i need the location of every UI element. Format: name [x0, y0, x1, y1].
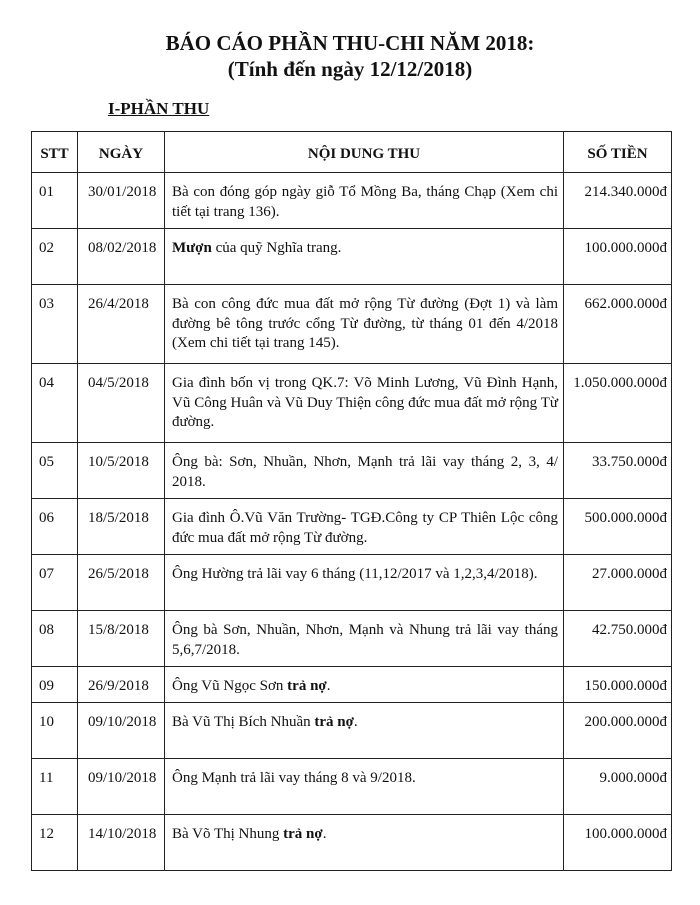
row-stt: 10	[32, 703, 78, 759]
row-date: 15/8/2018	[78, 611, 165, 667]
row-content-text: Gia đình Ô.Vũ Văn Trường- TGĐ.Công ty CP Thiên Lộc công đức mua đất mở rộng Từ đường.	[172, 510, 558, 546]
row-stt: 11	[32, 759, 78, 815]
row-date: 08/02/2018	[78, 229, 165, 285]
row-content-bold: Mượn	[172, 240, 212, 256]
row-stt: 09	[32, 667, 78, 703]
row-content	[165, 759, 564, 815]
row-content-bold: trả nợ	[314, 714, 354, 730]
table-row	[32, 555, 672, 611]
row-content	[165, 364, 564, 443]
row-amount: 42.750.000đ	[564, 611, 672, 667]
row-amount: 9.000.000đ	[564, 759, 672, 815]
row-content	[165, 443, 564, 499]
table-header-row	[32, 132, 672, 173]
row-stt: 06	[32, 499, 78, 555]
row-content-text: Ông bà: Sơn, Nhuần, Nhơn, Mạnh trả lãi vay tháng 2, 3, 4/ 2018.	[172, 454, 558, 490]
row-content-text: Bà con đóng góp ngày giỗ Tổ Mồng Ba, tháng Chạp (Xem chi tiết tại trang 136).	[172, 184, 558, 220]
row-content-text-end: .	[326, 678, 331, 694]
report-title: BÁO CÁO PHẦN THU-CHI NĂM 2018:	[165, 31, 535, 55]
table-row	[32, 229, 672, 285]
row-stt: 12	[32, 815, 78, 871]
row-date: 18/5/2018	[78, 499, 165, 555]
row-content	[165, 285, 564, 364]
row-amount: 200.000.000đ	[564, 703, 672, 759]
row-stt: 07	[32, 555, 78, 611]
row-content-text: Ông Vũ Ngọc Sơn	[172, 678, 288, 694]
table-row	[32, 759, 672, 815]
row-amount: 1.050.000.000đ	[564, 364, 672, 443]
row-date: 10/5/2018	[78, 443, 165, 499]
row-content-bold: trả nợ	[287, 678, 327, 694]
row-content-text: Gia đình bốn vị trong QK.7: Võ Minh Lương, Vũ Đình Hạnh, Vũ Công Huân và Vũ Duy Thiện công đức mua đất mở rộng Từ đường.	[172, 375, 558, 430]
table-row	[32, 703, 672, 759]
table-row	[32, 364, 672, 443]
row-content	[165, 499, 564, 555]
row-content	[165, 815, 564, 871]
table-row	[32, 443, 672, 499]
row-amount: 100.000.000đ	[564, 229, 672, 285]
row-content	[165, 667, 564, 703]
table-row	[32, 611, 672, 667]
row-date: 04/5/2018	[78, 364, 165, 443]
row-content-text: Ông Hường trả lãi vay 6 tháng (11,12/2017 và 1,2,3,4/2018).	[172, 566, 538, 582]
table-row	[32, 285, 672, 364]
row-date: 30/01/2018	[78, 173, 165, 229]
table-row	[32, 667, 672, 703]
row-amount: 100.000.000đ	[564, 815, 672, 871]
row-content-text-end: .	[353, 714, 358, 730]
row-date: 09/10/2018	[78, 759, 165, 815]
header-day: NGÀY	[78, 132, 165, 173]
row-content	[165, 555, 564, 611]
row-stt: 01	[32, 173, 78, 229]
row-content-text: Ông Mạnh trả lãi vay tháng 8 và 9/2018.	[172, 770, 416, 786]
row-date: 26/4/2018	[78, 285, 165, 364]
row-amount: 27.000.000đ	[564, 555, 672, 611]
row-stt: 08	[32, 611, 78, 667]
row-stt: 03	[32, 285, 78, 364]
row-content-text: Bà con công đức mua đất mở rộng Từ đường (Đợt 1) và làm đường bê tông trước cổng Từ đường, từ tháng 01 đến 4/2018 (Xem chi tiết tại trang 145).	[172, 296, 558, 351]
row-amount: 662.000.000đ	[564, 285, 672, 364]
row-content	[165, 173, 564, 229]
row-content	[165, 229, 564, 285]
report-subtitle: (Tính đến ngày 12/12/2018)	[227, 57, 473, 81]
row-stt: 02	[32, 229, 78, 285]
header-amount: SỐ TIỀN	[564, 132, 672, 173]
row-amount: 150.000.000đ	[564, 667, 672, 703]
row-content-bold: trả nợ	[283, 826, 323, 842]
row-date: 09/10/2018	[78, 703, 165, 759]
section-heading: I-PHẦN THU	[108, 99, 210, 118]
row-content-text: Bà Vũ Thị Bích Nhuần	[172, 714, 315, 730]
table-row	[32, 815, 672, 871]
row-date: 26/9/2018	[78, 667, 165, 703]
table-row	[32, 499, 672, 555]
income-table	[31, 131, 672, 871]
row-content	[165, 703, 564, 759]
row-amount: 33.750.000đ	[564, 443, 672, 499]
row-amount: 214.340.000đ	[564, 173, 672, 229]
row-content	[165, 611, 564, 667]
row-content-text-end: .	[322, 826, 327, 842]
row-date: 26/5/2018	[78, 555, 165, 611]
header-content: NỘI DUNG THU	[165, 132, 564, 173]
row-amount: 500.000.000đ	[564, 499, 672, 555]
row-content-text: Bà Võ Thị Nhung	[172, 826, 284, 842]
row-content-text: Ông bà Sơn, Nhuần, Nhơn, Mạnh và Nhung trả lãi vay tháng 5,6,7/2018.	[172, 622, 558, 658]
row-stt: 05	[32, 443, 78, 499]
row-content-text-end: của quỹ Nghĩa trang.	[211, 240, 342, 256]
row-date: 14/10/2018	[78, 815, 165, 871]
row-stt: 04	[32, 364, 78, 443]
header-stt: STT	[32, 132, 78, 173]
table-row	[32, 173, 672, 229]
